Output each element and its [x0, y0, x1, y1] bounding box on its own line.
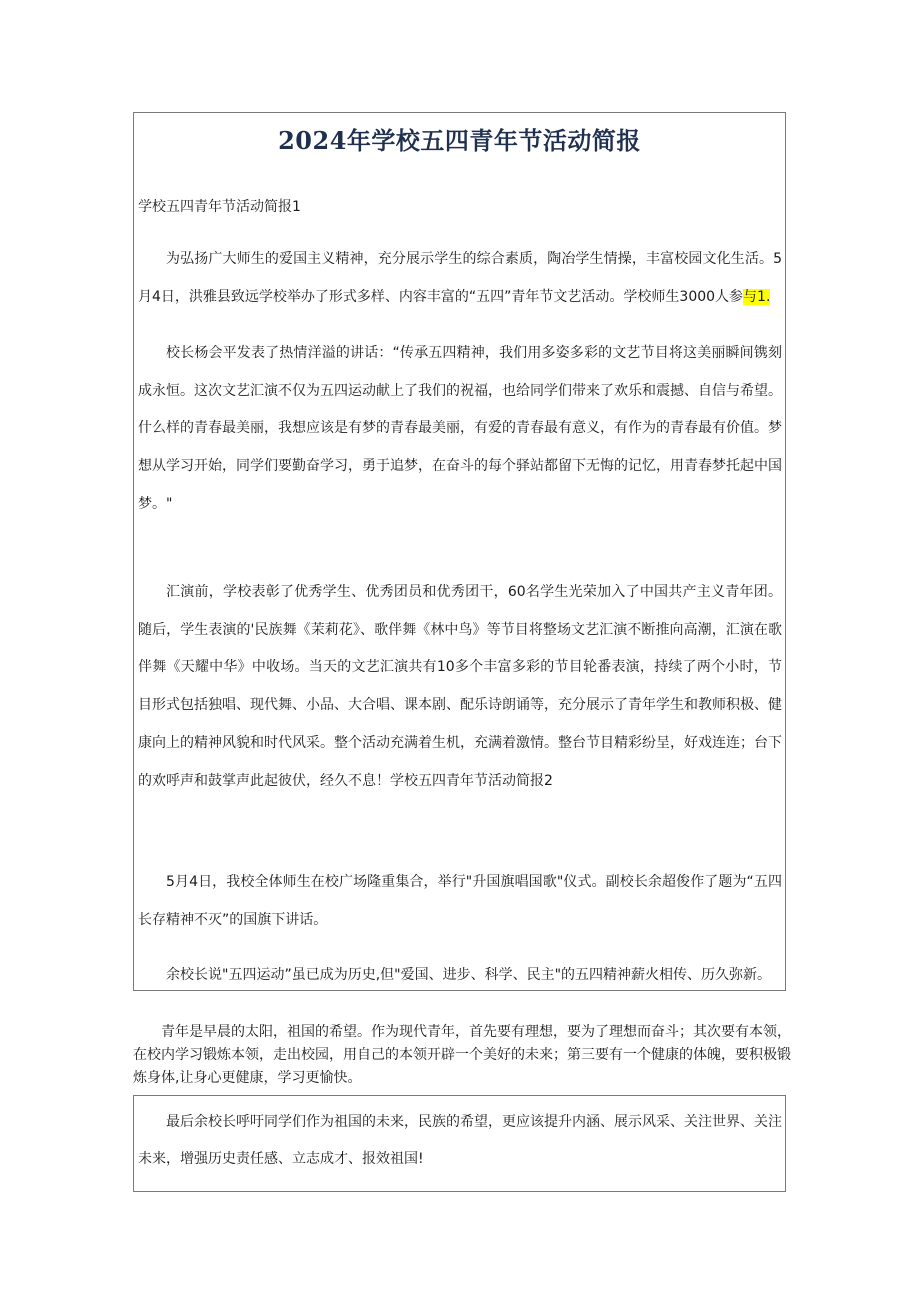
highlighted-text: 与1. — [743, 288, 771, 305]
page-frame-top — [133, 112, 786, 991]
paragraph-4: 5月4日，我校全体师生在校广场隆重集合，举行"升国旗唱国歌"仪式。副校长余超俊作了题为“五四长存精神不灭”的国旗下讲话。 — [138, 874, 782, 928]
paragraph-1-text: 为弘扬广大师生的爱国主义精神，充分展示学生的综合素质，陶冶学生情操，丰富校园文化生活。5月4日，洪雅县致远学校举办了形式多样、内容丰富的“五四”青年节文艺活动。学校师生3000人参 — [138, 251, 782, 305]
paragraph-2: 校长杨会平发表了热情洋溢的讲话：“传承五四精神，我们用多姿多彩的文艺节目将这美丽瞬间镌刻成永恒。这次文艺汇演不仅为五四运动献上了我们的祝福，也给同学们带来了欢乐和震撼、自信与希望。什么样的青春最美丽，我想应该是有梦的青春最美丽，有爱的青春最有意义，有作为的青春最有价值。梦想从学习开始，同学们要勤奋学习，勇于追梦，在奋斗的每个驿站都留下无悔的记忆，用青春梦托起中国梦。" — [138, 345, 782, 512]
paragraph-6: 青年是早晨的太阳，祖国的希望。作为现代青年，首先要有理想，要为了理想而奋斗；其次要有本领，在校内学习锻炼本领，走出校园，用自己的本领开辟一个美好的未来；第三要有一个健康的体魄，要积极锻炼身体,让身心更健康，学习更愉快。 — [133, 1024, 791, 1086]
document-title: 2024年学校五四青年节活动简报 — [278, 126, 641, 155]
paragraph-5: 余校长说"五四运动”虽已成为历史,但"爱国、进步、科学、民主"的五四精神薪火相传、历久弥新。 — [166, 967, 772, 983]
paragraph-1 — [138, 241, 782, 316]
section-heading-1: 学校五四青年节活动简报1 — [138, 199, 301, 215]
paragraph-7: 最后余校长呼吁同学们作为祖国的未来，民族的希望，更应该提升内涵、展示风采、关注世界、关注未来，增强历史责任感、立志成才、报效祖国! — [138, 1114, 782, 1167]
paragraph-3: 汇演前，学校表彰了优秀学生、优秀团员和优秀团干，60名学生光荣加入了中国共产主义青年团。随后，学生表演的'民族舞《茉莉花》、歌伴舞《林中鸟》等节目将整场文艺汇演不断推向高潮，汇演在歌伴舞《天耀中华》中收场。当天的文艺汇演共有10多个丰富多彩的节目轮番表演，持续了两个小时，节目形式包括独唱、现代舞、小品、大合唱、课本剧、配乐诗朗诵等，充分展示了青年学生和教师积极、健康向上的精神风貌和时代风采。整个活动充满着生机，充满着激情。整台节目精彩纷呈，好戏连连；台下的欢呼声和鼓掌声此起彼伏，经久不息！学校五四青年节活动简报2 — [138, 584, 782, 789]
page-frame-bottom — [133, 1095, 786, 1192]
